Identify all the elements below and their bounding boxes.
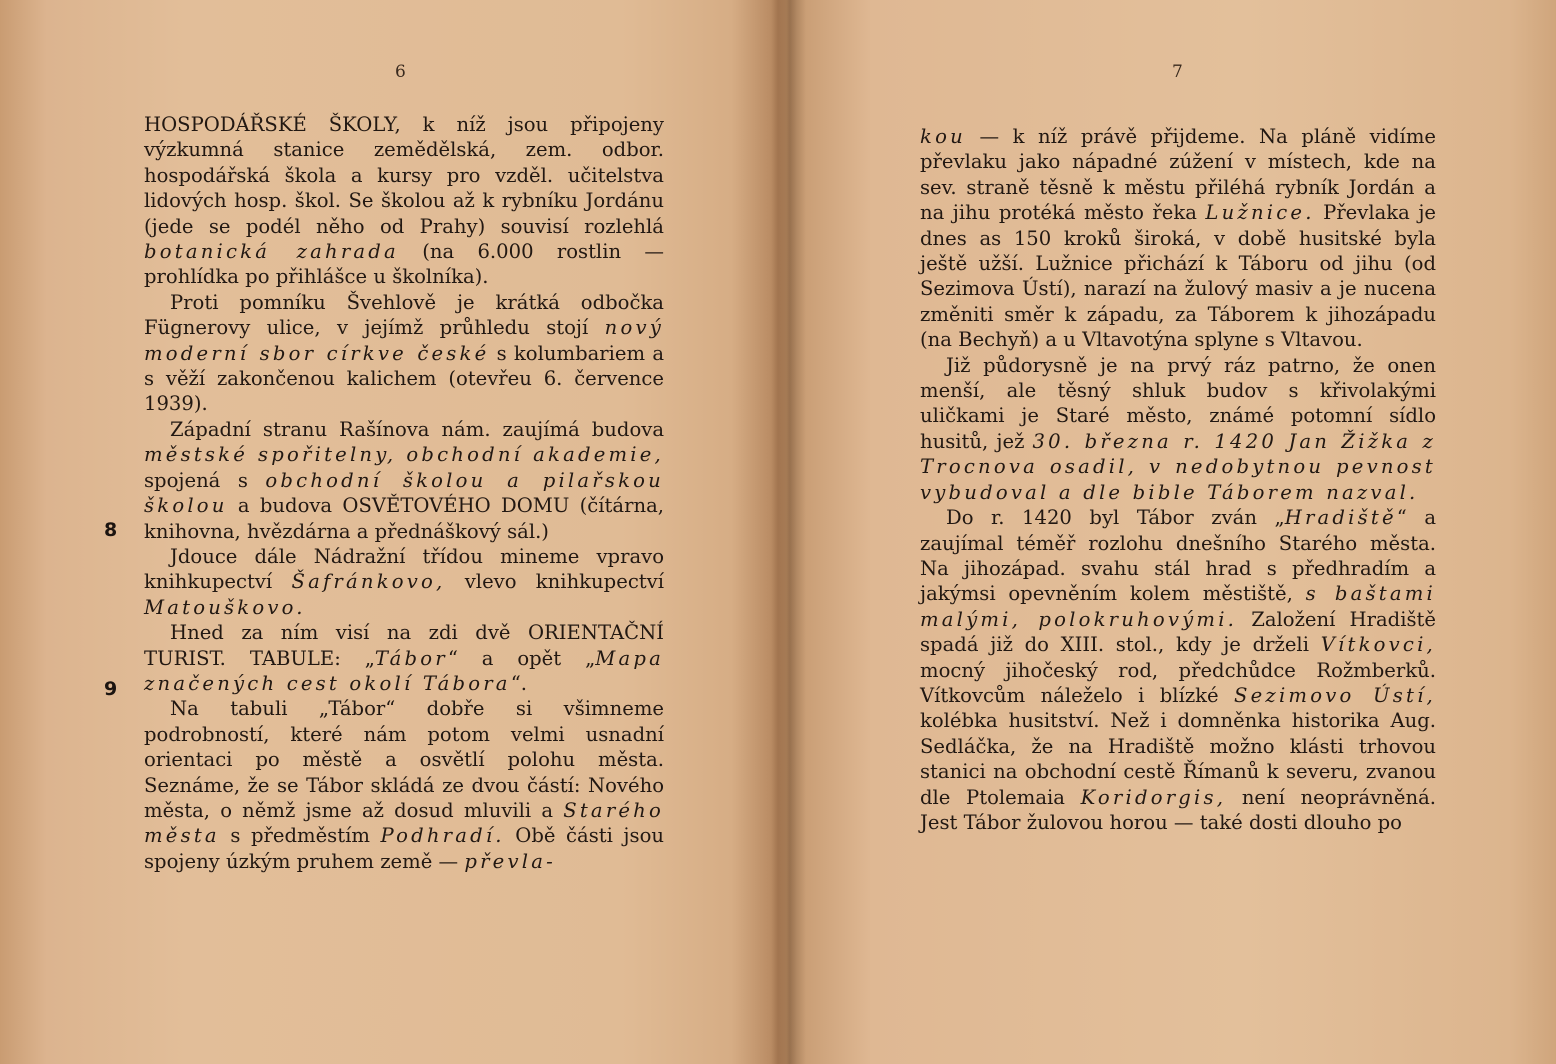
paragraph: [144, 112, 664, 290]
body-text: vlevo knihkupectví: [445, 570, 664, 594]
right-page-text: [920, 124, 1436, 835]
body-text: Proti pomníku Švehlově je krátká odbočka Fügnerovy ulice, v jejímž průhledu stojí: [144, 290, 664, 340]
paragraph: [144, 290, 664, 417]
body-text: není neoprávněná. Jest Tábor žulovou horou — také dosti dlouho po: [920, 785, 1436, 834]
spaced-emphasis-text: Sezimovo Ústí,: [1234, 683, 1436, 707]
body-text: (na 6.000 rostlin — prohlídka po přihlášce u školníka).: [144, 240, 664, 289]
spaced-emphasis-text: Podhradí.: [380, 824, 505, 848]
spaced-emphasis-text: Tábor: [374, 646, 448, 670]
spaced-emphasis-text: nový moderní sbor církve české: [144, 316, 664, 365]
body-text: Hned za ním visí na zdi dvě ORIENTAČNÍ TURIST. TABULE: „: [144, 621, 664, 670]
paragraph: [920, 124, 1436, 353]
spaced-emphasis-text: obchodní školou a pilařskou školou: [144, 468, 664, 518]
body-text: s kolumbariem a s věží zakončenou kalichem (otevřeu 6. července 1939).: [144, 341, 665, 416]
body-text: — k níž právě přijdeme. Na pláně vidíme převlaku jako nápadné zúžení v místech, kde na sev. straně těsně k městu přiléhá rybník Jordán a na jihu protéká město řeka: [920, 125, 1436, 225]
spaced-emphasis-text: Šafránkovo,: [291, 570, 446, 594]
body-text: Na tabuli „Tábor“ dobře si všimneme podrobností, které nám potom velmi usnadní orientaci po městě a osvětlí polohu města. Seznáme, že se Tábor skládá ze dvou částí: Nového města, o němž jsme až dosud mluvili a: [144, 697, 664, 822]
paragraph: [144, 696, 664, 874]
paragraph: [920, 505, 1436, 835]
body-text: Převlaka je dnes as 150 kroků široká, v době husitské byla ještě užší. Lužnice přichází k Táboru od jihu (od Sezimova Ústí), narazí na žulový masiv a je nucena změniti směr k západu, za Táborem k jihozápadu (na Bechyň) a u Vltavotýna splyne s Vltavou.: [920, 201, 1436, 352]
spaced-emphasis-text: Lužnice.: [1205, 201, 1315, 225]
paragraph: [144, 620, 664, 696]
spaced-emphasis-text: Hradiště: [1284, 506, 1397, 530]
spaced-emphasis-text: kou: [920, 125, 966, 148]
body-text: Západní stranu Rašínova nám. zaujímá budova: [170, 417, 664, 441]
spaced-emphasis-text: Starého města: [144, 798, 664, 848]
spaced-emphasis-text: Vítkovci,: [1320, 633, 1436, 657]
spaced-emphasis-text: převla-: [464, 849, 556, 873]
body-text: Založení Hradiště spadá již do XIII. stol., kdy je drželi: [920, 607, 1436, 657]
margin-marker-8: 8: [104, 519, 118, 541]
body-text: s předměstím: [219, 824, 381, 848]
body-text: “ a opět „: [447, 646, 596, 670]
paragraph: [144, 417, 664, 544]
body-text: Obě části jsou spojeny úzkým pruhem země —: [144, 824, 664, 873]
spaced-emphasis-text: s baštami malými, polokruhovými.: [920, 582, 1436, 631]
body-text: Již půdorysně je na prvý ráz patrno, že onen menší, ale těsný shluk budov s křivolakými uličkami je Staré město, známé potomní sídlo husitů, jež: [920, 353, 1436, 453]
spaced-emphasis-text: botanická zahrada: [144, 240, 399, 264]
spaced-emphasis-text: Koridorgis,: [1080, 785, 1227, 809]
body-text: spojená s: [144, 468, 266, 492]
spaced-emphasis-text: 30. března r. 1420 Jan Žižka z Trocnova osadil, v nedobytnou pevnost vybudoval a dle bible Táborem nazval.: [920, 429, 1436, 504]
left-page-text: [144, 112, 664, 874]
body-text: mocný jihočeský rod, předchůdce Rožmberků. Vítkovcům náleželo i blízké: [920, 658, 1436, 707]
body-text: Jdouce dále Nádražní třídou mineme vpravo knihkupectví: [144, 544, 664, 594]
body-text: kolébka husitství. Než i domněnka historika Aug. Sedláčka, že na Hradiště možno klásti trhovou stanici na obchodní cestě Římanů k severu, zvanou dle Ptolemaia: [920, 709, 1436, 809]
left-page-number: 6: [395, 62, 406, 82]
body-text: “.: [510, 671, 527, 695]
body-text: HOSPODÁŘSKÉ ŠKOLY, k níž jsou připojeny výzkumná stanice zemědělská, zem. odbor. hospodářská škola a kursy pro vzděl. učitelstva lidových hosp. škol. Se školou až k rybníku Jordánu (jede se podél něho od Prahy) souvisí rozlehlá: [144, 113, 664, 238]
paragraph: [144, 544, 664, 620]
right-page-number: 7: [1172, 62, 1183, 82]
spaced-emphasis-text: Matouškovo.: [144, 595, 306, 619]
book-gutter: [770, 0, 806, 1064]
body-text: “ a zaujímal téměř rozlohu dnešního Starého města. Na jihozápad. svahu stál hrad s předhradím a jakýmsi opevněním kolem městiště,: [920, 506, 1436, 606]
margin-marker-9: 9: [104, 678, 118, 700]
body-text: a budova OSVĚTOVÉHO DOMU (čítárna, knihovna, hvězdárna a přednáškový sál.): [144, 494, 664, 543]
body-text: Do r. 1420 byl Tábor zván „: [946, 506, 1285, 530]
spaced-emphasis-text: Mapa značených cest okolí Tábora: [144, 646, 664, 695]
paragraph: [920, 353, 1436, 505]
spaced-emphasis-text: městské spořitelny, obchodní akademie,: [144, 443, 664, 467]
